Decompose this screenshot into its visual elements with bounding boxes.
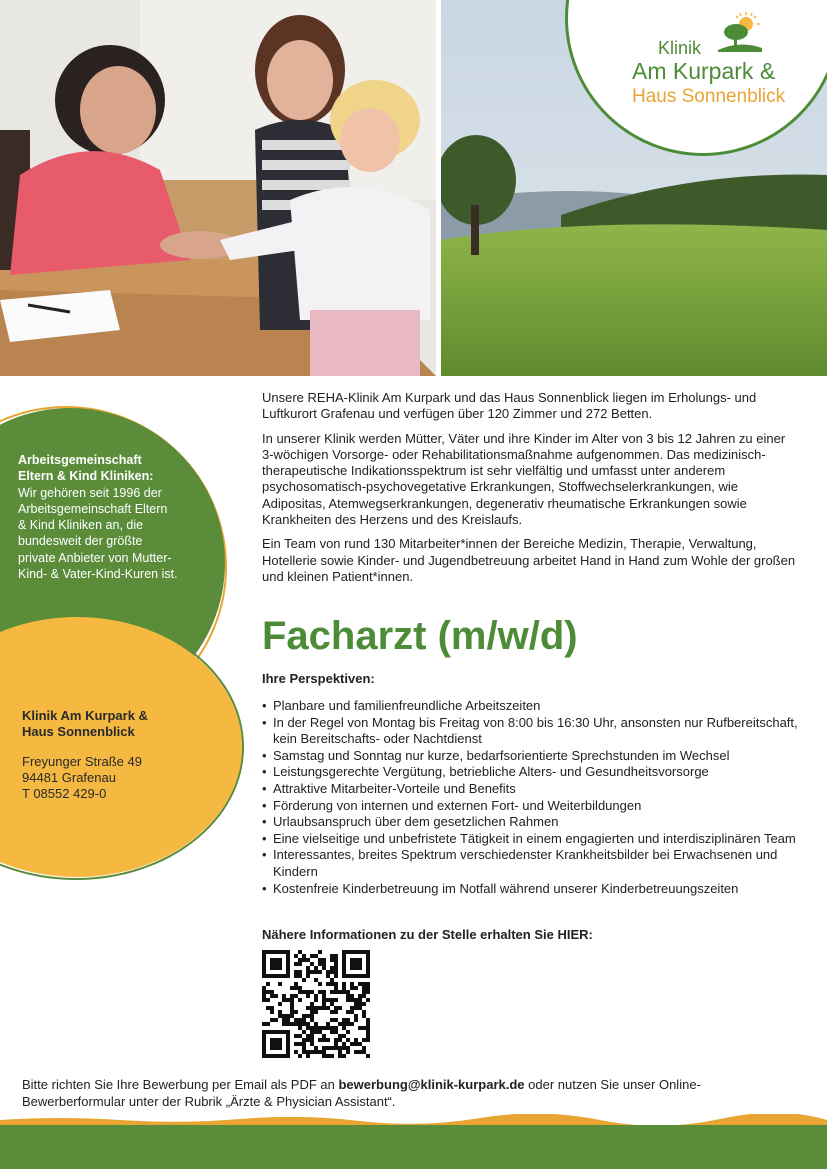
contact-address	[22, 708, 212, 802]
intro-paragraph: Ein Team von rund 130 Mitarbeiter*innen der Bereiche Medizin, Therapie, Verwaltung, Hotellerie sowie Kinder- und Jugendbetreuung arbeitet Hand in Hand zum Wohle der großen und kleinen Patient*innen.	[262, 536, 796, 584]
clinic-name-line2: Haus Sonnenblick	[22, 724, 135, 739]
perspectives-list	[262, 698, 802, 897]
logo-klinik: Klinik	[658, 38, 702, 58]
perspectives-heading: Ihre Perspektiven:	[262, 671, 375, 686]
application-note	[22, 1077, 722, 1110]
list-item: • Attraktive Mitarbeiter-Vorteile und Benefits	[262, 781, 802, 798]
list-item: • Samstag und Sonntag nur kurze, bedarfsorientierte Sprechstunden im Wechsel	[262, 748, 802, 765]
list-item: • Eine vielseitige und unbefristete Tätigkeit in einem engagierten und interdisziplinären Team	[262, 831, 802, 848]
job-title: Facharzt (m/w/d)	[262, 614, 578, 658]
address-phone: T 08552 429-0	[22, 786, 107, 801]
intro-paragraph: In unserer Klinik werden Mütter, Väter und ihre Kinder im Alter von 3 bis 12 Jahren zu einer 3-wöchigen Vorsorge- oder Rehabilitationsmaßnahme aufgenommen. Das medizinisch-therapeutische Indikationsspektrum ist sehr vielfältig und umfasst unter anderem psychosomatisch-psychovegetative Erkrankungen, Stoffwechselerkrankungen, wie Adipositas, Atemwegserkrankungen, degenerativ rheumatische Erkrankungen sowie Krankheiten des Herzens und des Kreislaufs.	[262, 430, 786, 528]
address-city: 94481 Grafenau	[22, 770, 116, 785]
qr-code[interactable]	[262, 950, 370, 1058]
footer-green-band	[0, 1125, 827, 1169]
list-item: • Leistungsgerechte Vergütung, betriebliche Alters- und Gesundheitsvorsorge	[262, 764, 802, 781]
association-info	[18, 452, 178, 582]
info-heading: Nähere Informationen zu der Stelle erhalten Sie HIER:	[262, 927, 593, 942]
list-item: • Förderung von internen und externen Fort- und Weiterbildungen	[262, 798, 802, 815]
association-text: Wir gehören seit 1996 der Arbeitsgemeinschaft Eltern & Kind Kliniken an, die bundesweit der größte private Anbieter von Mutter-Kind- & Vater-Kind-Kuren ist.	[18, 485, 178, 582]
apply-email-link[interactable]: bewerbung@klinik-kurpark.de	[338, 1077, 525, 1092]
association-heading: Arbeitsgemeinschaft Eltern & Kind Kliniken:	[18, 453, 154, 484]
photo-doctor-family	[0, 0, 436, 376]
list-item: • Kostenfreie Kinderbetreuung im Notfall während unserer Kinderbetreuungszeiten	[262, 881, 802, 898]
apply-text-before: Bitte richten Sie Ihre Bewerbung per Email als PDF an	[22, 1077, 339, 1092]
sun-tree-icon	[716, 10, 764, 54]
list-item: • Urlaubsanspruch über dem gesetzlichen Rahmen	[262, 814, 802, 831]
logo-name-main: Am Kurpark &	[632, 58, 776, 84]
list-item: • Planbare und familienfreundliche Arbeitszeiten	[262, 698, 802, 715]
intro-text	[262, 390, 797, 593]
list-item: • Interessantes, breites Spektrum verschiedenster Krankheitsbilder bei Erwachsenen und Kindern	[262, 847, 802, 880]
clinic-name-line1: Klinik Am Kurpark &	[22, 708, 148, 723]
intro-paragraph: Unsere REHA-Klinik Am Kurpark und das Haus Sonnenblick liegen im Erholungs- und Luftkurort Grafenau und verfügen über 120 Zimmer und 272 Betten.	[262, 390, 757, 422]
logo-name-sub: Haus Sonnenblick	[632, 86, 786, 107]
list-item: • In der Regel von Montag bis Freitag von 8:00 bis 16:30 Uhr, ansonsten nur Rufbereitschaft, kein Bereitschafts- oder Nachtdienst	[262, 715, 802, 748]
apply-text-after: oder nutzen Sie unser Online-Bewerberformular unter der Rubrik „Ärzte & Physician Assistant“.	[22, 1077, 701, 1109]
address-street: Freyunger Straße 49	[22, 754, 142, 769]
